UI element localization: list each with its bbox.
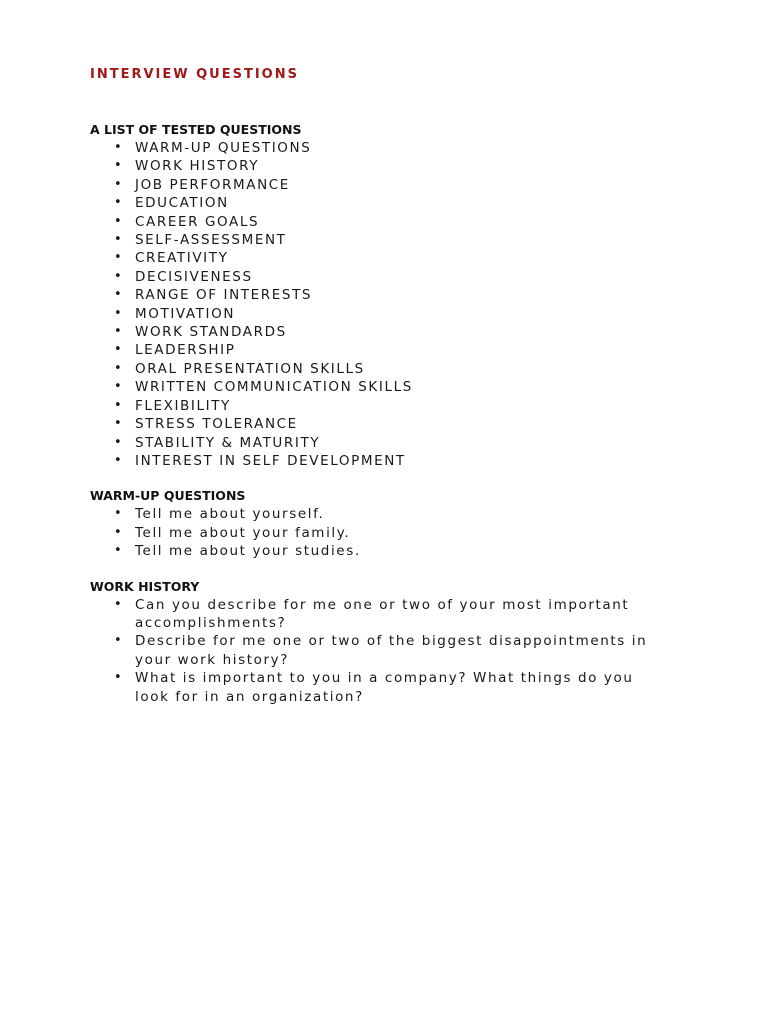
topic-text: STABILITY & MATURITY bbox=[135, 434, 321, 451]
bullet-icon: • bbox=[114, 342, 122, 358]
list-item bbox=[114, 231, 655, 249]
question-item bbox=[114, 669, 655, 706]
list-item bbox=[114, 305, 655, 323]
document-title: INTERVIEW QUESTIONS bbox=[90, 67, 299, 82]
topic-text: SELF-ASSESSMENT bbox=[135, 232, 287, 249]
topic-text: RANGE OF INTERESTS bbox=[135, 287, 313, 304]
question-text: Describe for me one or two of the biggest disappointments in your work history? bbox=[135, 633, 648, 668]
topic-text: MOTIVATION bbox=[135, 305, 236, 322]
bullet-icon: • bbox=[114, 506, 122, 522]
topic-text: LEADERSHIP bbox=[135, 342, 236, 359]
question-item bbox=[114, 505, 655, 523]
list-item bbox=[114, 378, 655, 396]
bullet-icon: • bbox=[114, 268, 122, 284]
list-item bbox=[114, 157, 655, 175]
bullet-icon: • bbox=[114, 195, 122, 211]
topic-text: JOB PERFORMANCE bbox=[135, 176, 290, 193]
list-item bbox=[114, 249, 655, 267]
bullet-icon: • bbox=[114, 324, 122, 340]
bullet-icon: • bbox=[114, 176, 122, 192]
list-item bbox=[114, 139, 655, 157]
bullet-icon: • bbox=[114, 397, 122, 413]
topic-text: ORAL PRESENTATION SKILLS bbox=[135, 360, 365, 377]
bullet-icon: • bbox=[114, 232, 122, 248]
topic-text: WARM-UP QUESTIONS bbox=[135, 140, 312, 156]
bullet-icon: • bbox=[114, 287, 122, 303]
topic-text: STRESS TOLERANCE bbox=[135, 416, 298, 433]
list-item bbox=[114, 397, 655, 415]
question-item bbox=[114, 596, 655, 633]
question-text: Tell me about yourself. bbox=[135, 506, 325, 523]
list-item bbox=[114, 323, 655, 341]
bullet-icon: • bbox=[114, 305, 122, 321]
bullet-icon: • bbox=[114, 250, 122, 266]
topic-text: FLEXIBILITY bbox=[135, 397, 231, 414]
bullet-icon: • bbox=[114, 140, 122, 155]
work-history-question-list bbox=[90, 596, 768, 706]
topic-text: WRITTEN COMMUNICATION SKILLS bbox=[135, 379, 413, 396]
list-item bbox=[114, 286, 655, 304]
list-item bbox=[114, 213, 655, 231]
bullet-icon: • bbox=[114, 379, 122, 395]
question-text: Can you describe for me one or two of your most important accomplishments? bbox=[135, 596, 630, 631]
list-item bbox=[114, 176, 655, 194]
bullet-icon: • bbox=[114, 158, 122, 174]
bullet-icon: • bbox=[114, 633, 122, 649]
bullet-icon: • bbox=[114, 524, 122, 540]
topic-text: WORK STANDARDS bbox=[135, 324, 287, 341]
list-item bbox=[114, 452, 655, 470]
document-subtitle: A LIST OF TESTED QUESTIONS bbox=[90, 122, 302, 137]
question-item bbox=[114, 542, 655, 560]
topic-list bbox=[90, 139, 768, 470]
bullet-icon: • bbox=[114, 543, 122, 559]
bullet-icon: • bbox=[114, 416, 122, 432]
list-item bbox=[114, 194, 655, 212]
list-item bbox=[114, 341, 655, 359]
list-item bbox=[114, 415, 655, 433]
section-heading-warm-up: WARM-UP QUESTIONS bbox=[90, 488, 246, 504]
list-item bbox=[114, 434, 655, 452]
topic-text: INTEREST IN SELF DEVELOPMENT bbox=[135, 452, 406, 469]
question-text: Tell me about your family. bbox=[135, 524, 351, 541]
bullet-icon: • bbox=[114, 596, 122, 612]
bullet-icon: • bbox=[114, 452, 122, 468]
question-text: Tell me about your studies. bbox=[135, 543, 361, 560]
topic-text: EDUCATION bbox=[135, 195, 229, 212]
topic-text: DECISIVENESS bbox=[135, 268, 253, 285]
section-heading-work-history: WORK HISTORY bbox=[90, 578, 200, 594]
list-item bbox=[114, 360, 655, 378]
bullet-icon: • bbox=[114, 360, 122, 376]
bullet-icon: • bbox=[114, 434, 122, 450]
topic-text: CREATIVITY bbox=[135, 250, 229, 267]
list-item bbox=[114, 268, 655, 286]
question-item bbox=[114, 524, 655, 542]
bullet-icon: • bbox=[114, 213, 122, 229]
question-text: What is important to you in a company? What things do you look for in an organization? bbox=[135, 670, 634, 705]
warm-up-question-list bbox=[90, 505, 768, 560]
topic-text: CAREER GOALS bbox=[135, 213, 260, 230]
question-item bbox=[114, 632, 655, 669]
bullet-icon: • bbox=[114, 670, 122, 686]
topic-text: WORK HISTORY bbox=[135, 158, 260, 175]
